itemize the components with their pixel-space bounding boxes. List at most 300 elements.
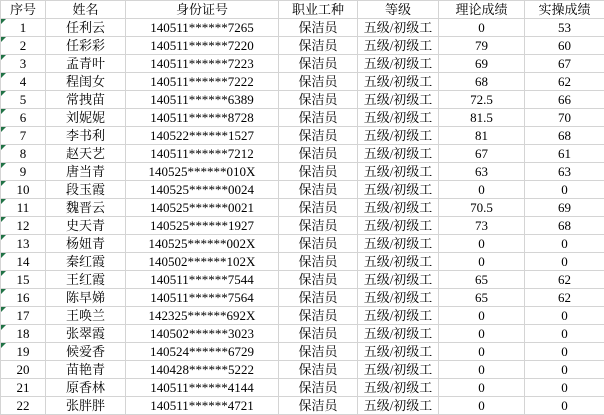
cell-level[interactable]	[358, 163, 439, 181]
cell-job-type[interactable]	[279, 325, 358, 343]
cell-name[interactable]	[46, 37, 126, 55]
cell-theory-score[interactable]	[439, 289, 525, 307]
cell-job-type-text: 保洁员	[298, 38, 338, 53]
cell-level-text: 五级/初级工	[363, 182, 433, 197]
cell-job-type[interactable]	[279, 37, 358, 55]
cell-level[interactable]	[358, 271, 439, 289]
column-header-name[interactable]	[46, 1, 126, 19]
stored-as-text-flag-icon	[1, 109, 6, 114]
cell-level-text: 五级/初级工	[363, 326, 433, 341]
cell-practical-score[interactable]	[525, 217, 604, 235]
cell-serial-text: 7	[19, 128, 27, 143]
cell-id-number[interactable]	[126, 253, 279, 271]
cell-job-type-text: 保洁员	[298, 200, 338, 215]
cell-name[interactable]	[46, 55, 126, 73]
cell-name-text: 李书利	[65, 128, 105, 143]
cell-practical-score-text: 0	[561, 254, 568, 269]
column-header-label: 实操成绩	[538, 2, 591, 17]
cell-id-number-text: 140511******4721	[150, 398, 254, 413]
cell-practical-score-text: 0	[561, 398, 568, 413]
cell-name[interactable]	[46, 199, 126, 217]
cell-name[interactable]	[46, 307, 126, 325]
cell-theory-score-text: 73	[475, 218, 488, 233]
cell-name[interactable]	[46, 289, 126, 307]
stored-as-text-flag-icon	[1, 127, 6, 132]
cell-serial-text: 13	[16, 236, 30, 251]
stored-as-text-flag-icon	[1, 271, 6, 276]
cell-practical-score-text: 60	[558, 38, 571, 53]
stored-as-text-flag-icon	[1, 145, 6, 150]
cell-name-text: 任彩彩	[65, 38, 105, 53]
cell-theory-score-text: 0	[478, 20, 485, 35]
cell-practical-score[interactable]	[525, 73, 604, 91]
cell-level[interactable]	[358, 55, 439, 73]
cell-id-number[interactable]	[126, 55, 279, 73]
cell-level[interactable]	[358, 37, 439, 55]
cell-level[interactable]	[358, 127, 439, 145]
cell-job-type[interactable]	[279, 343, 358, 361]
cell-serial[interactable]	[1, 361, 46, 379]
cell-name[interactable]	[46, 127, 126, 145]
cell-level[interactable]	[358, 379, 439, 397]
cell-theory-score[interactable]	[439, 217, 525, 235]
cell-name[interactable]	[46, 271, 126, 289]
cell-practical-score-text: 70	[558, 110, 571, 125]
cell-serial[interactable]	[1, 199, 46, 217]
cell-serial[interactable]	[1, 127, 46, 145]
cell-level[interactable]	[358, 91, 439, 109]
cell-job-type-text: 保洁员	[298, 182, 338, 197]
cell-practical-score[interactable]	[525, 199, 604, 217]
cell-id-number-text: 140502******102X	[148, 254, 256, 269]
cell-serial[interactable]	[1, 235, 46, 253]
cell-serial[interactable]	[1, 19, 46, 37]
table-row	[1, 163, 604, 181]
cell-level-text: 五级/初级工	[363, 38, 433, 53]
cell-id-number-text: 140511******7223	[150, 56, 254, 71]
cell-serial-text: 16	[16, 290, 30, 305]
cell-job-type[interactable]	[279, 163, 358, 181]
cell-practical-score-text: 61	[558, 146, 571, 161]
cell-serial-text: 12	[16, 218, 30, 233]
cell-name[interactable]	[46, 361, 126, 379]
stored-as-text-flag-icon	[1, 343, 6, 348]
cell-job-type-text: 保洁员	[298, 128, 338, 143]
cell-job-type-text: 保洁员	[298, 74, 338, 89]
cell-practical-score[interactable]	[525, 271, 604, 289]
cell-name[interactable]	[46, 253, 126, 271]
table-row	[1, 109, 604, 127]
table-row	[1, 379, 604, 397]
table-row	[1, 37, 604, 55]
cell-level-text: 五级/初级工	[363, 236, 433, 251]
cell-practical-score-text: 67	[558, 56, 571, 71]
cell-theory-score[interactable]	[439, 145, 525, 163]
column-header-level[interactable]	[358, 1, 439, 19]
stored-as-text-flag-icon	[1, 289, 6, 294]
cell-practical-score[interactable]	[525, 325, 604, 343]
cell-theory-score[interactable]	[439, 361, 525, 379]
cell-name-text: 陈早娣	[65, 290, 105, 305]
cell-serial[interactable]	[1, 73, 46, 91]
cell-name-text: 程闺女	[65, 74, 105, 89]
cell-name-text: 魏晋云	[65, 200, 105, 215]
cell-theory-score-text: 69	[475, 56, 488, 71]
cell-practical-score-text: 62	[558, 74, 571, 89]
cell-job-type[interactable]	[279, 55, 358, 73]
cell-theory-score-text: 0	[478, 182, 485, 197]
cell-practical-score[interactable]	[525, 181, 604, 199]
cell-job-type-text: 保洁员	[298, 398, 338, 413]
cell-theory-score-text: 79	[475, 38, 488, 53]
cell-theory-score[interactable]	[439, 343, 525, 361]
cell-name[interactable]	[46, 145, 126, 163]
cell-theory-score-text: 0	[478, 398, 485, 413]
cell-theory-score-text: 70.5	[470, 200, 493, 215]
column-header-job-type[interactable]	[279, 1, 358, 19]
cell-id-number[interactable]	[126, 217, 279, 235]
cell-level-text: 五级/初级工	[363, 218, 433, 233]
cell-job-type-text: 保洁员	[298, 92, 338, 107]
cell-id-number[interactable]	[126, 163, 279, 181]
cell-serial-text: 11	[16, 200, 30, 215]
cell-theory-score-text: 81	[475, 128, 488, 143]
cell-level[interactable]	[358, 145, 439, 163]
cell-job-type[interactable]	[279, 217, 358, 235]
cell-theory-score[interactable]	[439, 73, 525, 91]
cell-id-number-text: 140511******7220	[150, 38, 254, 53]
cell-job-type[interactable]	[279, 19, 358, 37]
cell-level-text: 五级/初级工	[363, 254, 433, 269]
cell-practical-score[interactable]	[525, 343, 604, 361]
cell-theory-score[interactable]	[439, 397, 525, 415]
cell-name-text: 唐当青	[65, 164, 105, 179]
cell-level-text: 五级/初级工	[363, 146, 433, 161]
cell-id-number[interactable]	[126, 73, 279, 91]
cell-serial-text: 17	[16, 308, 30, 323]
cell-id-number[interactable]	[126, 325, 279, 343]
cell-practical-score[interactable]	[525, 109, 604, 127]
cell-level[interactable]	[358, 235, 439, 253]
cell-serial[interactable]	[1, 271, 46, 289]
cell-practical-score-text: 0	[561, 308, 568, 323]
cell-id-number[interactable]	[126, 181, 279, 199]
cell-practical-score[interactable]	[525, 145, 604, 163]
cell-name-text: 张翠霞	[65, 326, 105, 341]
column-header-label: 身份证号	[175, 2, 228, 17]
cell-job-type[interactable]	[279, 145, 358, 163]
cell-practical-score-text: 69	[558, 200, 571, 215]
cell-id-number[interactable]	[126, 127, 279, 145]
cell-job-type-text: 保洁员	[298, 164, 338, 179]
cell-theory-score[interactable]	[439, 163, 525, 181]
stored-as-text-flag-icon	[1, 325, 6, 330]
cell-serial[interactable]	[1, 307, 46, 325]
cell-practical-score[interactable]	[525, 163, 604, 181]
table-row	[1, 217, 604, 235]
column-header-label: 职业工种	[291, 2, 344, 17]
cell-practical-score[interactable]	[525, 379, 604, 397]
cell-serial[interactable]	[1, 37, 46, 55]
cell-level-text: 五级/初级工	[363, 380, 433, 395]
cell-theory-score[interactable]	[439, 19, 525, 37]
cell-job-type[interactable]	[279, 361, 358, 379]
cell-name[interactable]	[46, 73, 126, 91]
cell-job-type[interactable]	[279, 289, 358, 307]
cell-theory-score-text: 0	[478, 344, 485, 359]
cell-id-number-text: 140525******0021	[150, 200, 254, 215]
table-row	[1, 181, 604, 199]
cell-id-number[interactable]	[126, 19, 279, 37]
column-header-id-number[interactable]	[126, 1, 279, 19]
cell-serial[interactable]	[1, 145, 46, 163]
cell-serial-text: 1	[19, 20, 27, 35]
cell-id-number[interactable]	[126, 307, 279, 325]
cell-id-number-text: 140511******7212	[150, 146, 254, 161]
cell-practical-score-text: 0	[561, 182, 568, 197]
cell-job-type-text: 保洁员	[298, 254, 338, 269]
stored-as-text-flag-icon	[1, 37, 6, 42]
table-row	[1, 145, 604, 163]
cell-theory-score-text: 81.5	[470, 110, 493, 125]
cell-practical-score[interactable]	[525, 55, 604, 73]
cell-name[interactable]	[46, 217, 126, 235]
cell-practical-score[interactable]	[525, 19, 604, 37]
cell-id-number[interactable]	[126, 235, 279, 253]
cell-name[interactable]	[46, 109, 126, 127]
cell-job-type-text: 保洁员	[298, 20, 338, 35]
column-header-practical-score[interactable]	[525, 1, 604, 19]
cell-practical-score-text: 0	[561, 362, 568, 377]
cell-practical-score[interactable]	[525, 397, 604, 415]
cell-id-number[interactable]	[126, 343, 279, 361]
cell-practical-score-text: 62	[558, 272, 571, 287]
cell-job-type-text: 保洁员	[298, 272, 338, 287]
column-header-serial[interactable]	[1, 1, 46, 19]
cell-job-type[interactable]	[279, 127, 358, 145]
cell-serial[interactable]	[1, 325, 46, 343]
cell-serial[interactable]	[1, 217, 46, 235]
stored-as-text-flag-icon	[1, 73, 6, 78]
cell-name[interactable]	[46, 397, 126, 415]
cell-serial-text: 20	[16, 362, 30, 377]
cell-theory-score[interactable]	[439, 379, 525, 397]
cell-theory-score[interactable]	[439, 325, 525, 343]
stored-as-text-flag-icon	[1, 91, 6, 96]
cell-serial-text: 22	[16, 398, 30, 413]
cell-level-text: 五级/初级工	[363, 110, 433, 125]
cell-practical-score[interactable]	[525, 307, 604, 325]
cell-name[interactable]	[46, 91, 126, 109]
cell-job-type[interactable]	[279, 109, 358, 127]
cell-name-text: 刘妮妮	[65, 110, 105, 125]
cell-serial[interactable]	[1, 289, 46, 307]
cell-job-type-text: 保洁员	[298, 308, 338, 323]
cell-level-text: 五级/初级工	[363, 290, 433, 305]
cell-serial-text: 5	[19, 92, 27, 107]
cell-id-number-text: 140502******3023	[150, 326, 254, 341]
cell-job-type[interactable]	[279, 199, 358, 217]
cell-practical-score[interactable]	[525, 253, 604, 271]
cell-job-type[interactable]	[279, 397, 358, 415]
cell-theory-score[interactable]	[439, 253, 525, 271]
cell-id-number-text: 140522******1527	[150, 128, 254, 143]
cell-name-text: 常拽苗	[65, 92, 105, 107]
cell-id-number[interactable]	[126, 397, 279, 415]
cell-id-number[interactable]	[126, 361, 279, 379]
cell-name[interactable]	[46, 19, 126, 37]
cell-id-number[interactable]	[126, 37, 279, 55]
cell-job-type[interactable]	[279, 307, 358, 325]
table-row	[1, 235, 604, 253]
cell-serial[interactable]	[1, 91, 46, 109]
cell-job-type-text: 保洁员	[298, 344, 338, 359]
cell-id-number[interactable]	[126, 199, 279, 217]
cell-name[interactable]	[46, 181, 126, 199]
cell-theory-score[interactable]	[439, 235, 525, 253]
cell-practical-score[interactable]	[525, 91, 604, 109]
stored-as-text-flag-icon	[1, 181, 6, 186]
table-row	[1, 289, 604, 307]
table-row	[1, 361, 604, 379]
cell-id-number[interactable]	[126, 145, 279, 163]
cell-id-number-text: 140511******7544	[150, 272, 254, 287]
cell-name[interactable]	[46, 235, 126, 253]
cell-id-number-text: 140511******7564	[150, 290, 254, 305]
cell-name-text: 王唤兰	[65, 308, 105, 323]
cell-name-text: 孟青叶	[65, 56, 105, 71]
cell-name-text: 王红霞	[65, 272, 105, 287]
cell-theory-score[interactable]	[439, 307, 525, 325]
cell-id-number[interactable]	[126, 109, 279, 127]
cell-id-number[interactable]	[126, 271, 279, 289]
cell-job-type-text: 保洁员	[298, 362, 338, 377]
cell-job-type-text: 保洁员	[298, 146, 338, 161]
cell-id-number[interactable]	[126, 379, 279, 397]
cell-job-type[interactable]	[279, 253, 358, 271]
cell-name[interactable]	[46, 163, 126, 181]
cell-serial-text: 9	[19, 164, 27, 179]
cell-theory-score[interactable]	[439, 199, 525, 217]
cell-serial-text: 15	[16, 272, 30, 287]
cell-serial-text: 10	[16, 182, 30, 197]
cell-name-text: 候爱香	[65, 344, 105, 359]
cell-job-type[interactable]	[279, 181, 358, 199]
cell-practical-score[interactable]	[525, 37, 604, 55]
cell-level-text: 五级/初级工	[363, 128, 433, 143]
cell-level[interactable]	[358, 307, 439, 325]
cell-practical-score-text: 62	[558, 290, 571, 305]
cell-serial[interactable]	[1, 109, 46, 127]
cell-name[interactable]	[46, 325, 126, 343]
cell-theory-score[interactable]	[439, 271, 525, 289]
cell-theory-score[interactable]	[439, 37, 525, 55]
cell-level[interactable]	[358, 109, 439, 127]
cell-id-number-text: 140524******6729	[150, 344, 254, 359]
cell-name[interactable]	[46, 379, 126, 397]
cell-theory-score[interactable]	[439, 91, 525, 109]
cell-job-type-text: 保洁员	[298, 326, 338, 341]
cell-id-number-text: 140511******7265	[150, 20, 254, 35]
cell-serial-text: 18	[16, 326, 30, 341]
cell-level-text: 五级/初级工	[363, 92, 433, 107]
cell-serial[interactable]	[1, 397, 46, 415]
cell-practical-score[interactable]	[525, 361, 604, 379]
cell-job-type[interactable]	[279, 235, 358, 253]
cell-job-type[interactable]	[279, 73, 358, 91]
stored-as-text-flag-icon	[1, 235, 6, 240]
cell-job-type[interactable]	[279, 271, 358, 289]
cell-practical-score[interactable]	[525, 235, 604, 253]
cell-id-number-text: 140511******4144	[150, 380, 254, 395]
cell-level[interactable]	[358, 343, 439, 361]
cell-level[interactable]	[358, 397, 439, 415]
cell-id-number[interactable]	[126, 289, 279, 307]
cell-theory-score-text: 68	[475, 74, 488, 89]
cell-id-number-text: 140525******002X	[148, 236, 256, 251]
cell-practical-score-text: 68	[558, 128, 571, 143]
cell-serial[interactable]	[1, 253, 46, 271]
cell-serial-text: 14	[16, 254, 30, 269]
column-header-label: 姓名	[72, 2, 99, 17]
cell-theory-score[interactable]	[439, 127, 525, 145]
cell-id-number-text: 140511******6389	[150, 92, 254, 107]
cell-level-text: 五级/初级工	[363, 164, 433, 179]
table-row	[1, 397, 604, 415]
cell-serial-text: 19	[16, 344, 30, 359]
cell-serial[interactable]	[1, 163, 46, 181]
cell-serial-text: 4	[19, 74, 27, 89]
cell-job-type[interactable]	[279, 379, 358, 397]
cell-name-text: 段玉霞	[65, 182, 105, 197]
cell-name-text: 秦红霞	[65, 254, 105, 269]
cell-job-type-text: 保洁员	[298, 110, 338, 125]
cell-level[interactable]	[358, 19, 439, 37]
cell-level[interactable]	[358, 181, 439, 199]
cell-theory-score[interactable]	[439, 55, 525, 73]
column-header-theory-score[interactable]	[439, 1, 525, 19]
cell-serial[interactable]	[1, 343, 46, 361]
cell-level[interactable]	[358, 361, 439, 379]
cell-practical-score[interactable]	[525, 289, 604, 307]
cell-level-text: 五级/初级工	[363, 362, 433, 377]
cell-id-number[interactable]	[126, 91, 279, 109]
cell-job-type-text: 保洁员	[298, 290, 338, 305]
cell-theory-score-text: 65	[475, 272, 488, 287]
cell-serial[interactable]	[1, 379, 46, 397]
cell-level[interactable]	[358, 253, 439, 271]
cell-practical-score-text: 66	[558, 92, 571, 107]
cell-theory-score[interactable]	[439, 181, 525, 199]
table-row	[1, 19, 604, 37]
cell-level[interactable]	[358, 199, 439, 217]
cell-serial[interactable]	[1, 181, 46, 199]
table-row	[1, 271, 604, 289]
cell-level[interactable]	[358, 73, 439, 91]
cell-level[interactable]	[358, 289, 439, 307]
cell-serial[interactable]	[1, 55, 46, 73]
cell-theory-score[interactable]	[439, 109, 525, 127]
cell-job-type-text: 保洁员	[298, 56, 338, 71]
cell-level[interactable]	[358, 325, 439, 343]
cell-id-number-text: 140428******5222	[150, 362, 254, 377]
cell-theory-score-text: 67	[475, 146, 488, 161]
cell-level[interactable]	[358, 217, 439, 235]
cell-name[interactable]	[46, 343, 126, 361]
cell-practical-score[interactable]	[525, 127, 604, 145]
cell-job-type[interactable]	[279, 91, 358, 109]
cell-serial-text: 6	[19, 110, 27, 125]
